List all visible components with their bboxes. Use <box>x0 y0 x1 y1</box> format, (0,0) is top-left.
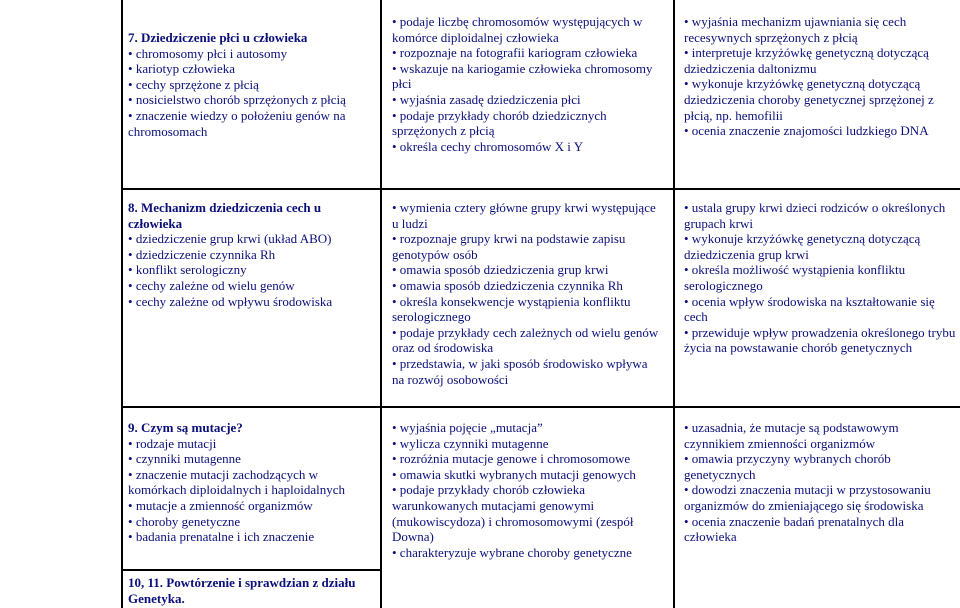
topic-item: • cechy sprzężone z płcią <box>128 76 259 92</box>
requirement-item: • wykonuje krzyżówkę genetyczną dotyczącą dziedziczenia grup krwi <box>684 231 921 262</box>
requirement-item: • ustala grupy krwi dzieci rodziców o określonych grupach krwi <box>684 200 946 231</box>
requirement-item: • dowodzi znaczenia mutacji w przystosowaniu organizmów do zmieniającego się środowiska <box>684 482 931 513</box>
topic-title: 10, 11. Powtórzenie i sprawdzian z działu Genetyka. <box>128 575 356 606</box>
table-row-divider <box>121 188 960 190</box>
topic-item: • cechy zależne od wpływu środowiska <box>128 293 333 309</box>
requirement-item: • przedstawia, w jaki sposób środowisko wpływa na rozwój osobowości <box>392 355 648 387</box>
topic-item: • czynniki mutagenne <box>128 451 241 467</box>
requirement-item: • charakteryzuje wybrane choroby genetyczne <box>392 544 632 560</box>
topic-title: 7. Dziedziczenie płci u człowieka <box>128 30 308 45</box>
table-column-divider <box>121 0 123 608</box>
basic-requirements-cell-8 <box>392 200 660 387</box>
table-row-divider <box>121 406 960 408</box>
table-column-divider <box>380 0 382 608</box>
requirement-item: • rozpoznaje grupy krwi na podstawie zapisu genotypów osób <box>392 231 626 262</box>
topic-title: 8. Mechanizm dziedziczenia cech u człowieka <box>128 200 322 231</box>
table-column-divider <box>673 0 675 608</box>
requirement-item: • rozpoznaje na fotografii kariogram człowieka <box>392 45 638 61</box>
requirement-item: • podaje przykłady chorób dziedzicznych sprzężonych z płcią <box>392 107 607 139</box>
requirement-item: • uzasadnia, że mutacje są podstawowym czynnikiem zmienności organizmów <box>684 420 899 451</box>
topic-cell-9 <box>128 420 360 545</box>
topic-item: • choroby genetyczne <box>128 513 241 529</box>
requirement-item: • interpretuje krzyżówkę genetyczną dotyczącą dziedziczenia daltonizmu <box>684 45 929 76</box>
extended-requirements-cell-9 <box>684 420 956 545</box>
requirement-item: • określa cechy chromosomów X i Y <box>392 138 584 154</box>
requirement-item: • wymienia cztery główne grupy krwi występujące u ludzi <box>392 200 656 231</box>
topic-item: • dziedziczenie grup krwi (układ ABO) <box>128 231 332 247</box>
requirement-item: • ocenia znaczenie znajomości ludzkiego DNA <box>684 123 929 139</box>
topic-item: • znaczenie wiedzy o położeniu genów na chromosomach <box>128 107 346 139</box>
requirement-item: • wylicza czynniki mutagenne <box>392 435 549 451</box>
topic-cell-10-11 <box>128 575 360 606</box>
requirement-item: • ocenia znaczenie badań prenatalnych dla człowieka <box>684 513 905 545</box>
requirement-item: • omawia sposób dziedziczenia czynnika Rh <box>392 277 623 293</box>
topic-cell-7 <box>128 30 360 139</box>
table-row-divider <box>121 569 381 571</box>
requirement-item: • omawia skutki wybranych mutacji genowych <box>392 466 636 482</box>
basic-requirements-cell-7 <box>392 14 660 154</box>
requirement-item: • wyjaśnia pojęcie „mutacja” <box>392 420 543 435</box>
requirement-item: • przewiduje wpływ prowadzenia określonego trybu życia na powstawanie chorób genetycznych <box>684 324 956 356</box>
topic-title: 9. Czym są mutacje? <box>128 420 243 435</box>
topic-item: • znaczenie mutacji zachodzących w komórkach diploidalnych i haploidalnych <box>128 466 345 498</box>
requirement-item: • wskazuje na kariogamie człowieka chromosomy płci <box>392 60 653 92</box>
topic-item: • dziedziczenie czynnika Rh <box>128 246 276 262</box>
requirement-item: • określa konsekwencje wystąpienia konfliktu serologicznego <box>392 293 631 325</box>
extended-requirements-cell-7 <box>684 14 956 139</box>
requirement-item: • wyjaśnia mechanizm ujawniania się cech recesywnych sprzężonych z płcią <box>684 14 907 45</box>
topic-cell-8 <box>128 200 360 309</box>
topic-item: • cechy zależne od wielu genów <box>128 277 295 293</box>
topic-item: • rodzaje mutacji <box>128 435 217 451</box>
requirement-item: • omawia przyczyny wybranych chorób genetycznych <box>684 451 891 482</box>
topic-item: • mutacje a zmienność organizmów <box>128 497 313 513</box>
topic-item: • nosicielstwo chorób sprzężonych z płcią <box>128 92 346 108</box>
basic-requirements-cell-9 <box>392 420 660 560</box>
topic-item: • badania prenatalne i ich znaczenie <box>128 529 315 545</box>
requirement-item: • rozróżnia mutacje genowe i chromosomowe <box>392 451 631 467</box>
requirement-item: • określa możliwość wystąpienia konfliktu serologicznego <box>684 262 906 293</box>
requirement-item: • wyjaśnia zasadę dziedziczenia płci <box>392 91 581 107</box>
requirement-item: • wykonuje krzyżówkę genetyczną dotyczącą dziedziczenia choroby genetycznej sprzężonej z płcią, np. hemofilii <box>684 76 934 123</box>
topic-item: • kariotyp człowieka <box>128 61 236 77</box>
requirement-item: • ocenia wpływ środowiska na kształtowanie się cech <box>684 293 935 325</box>
extended-requirements-cell-8 <box>684 200 956 356</box>
topic-item: • konflikt serologiczny <box>128 262 247 278</box>
requirement-item: • podaje przykłady cech zależnych od wielu genów oraz od środowiska <box>392 324 659 356</box>
requirement-item: • omawia sposób dziedziczenia grup krwi <box>392 262 609 278</box>
topic-item: • chromosomy płci i autosomy <box>128 45 288 61</box>
requirement-item: • podaje przykłady chorób człowieka warunkowanych mutacjami genowymi (mukowiscydoza) i chromosomowymi (zespół Downa) <box>392 482 634 545</box>
requirement-item: • podaje liczbę chromosomów występujących w komórce diploidalnej człowieka <box>392 14 643 45</box>
